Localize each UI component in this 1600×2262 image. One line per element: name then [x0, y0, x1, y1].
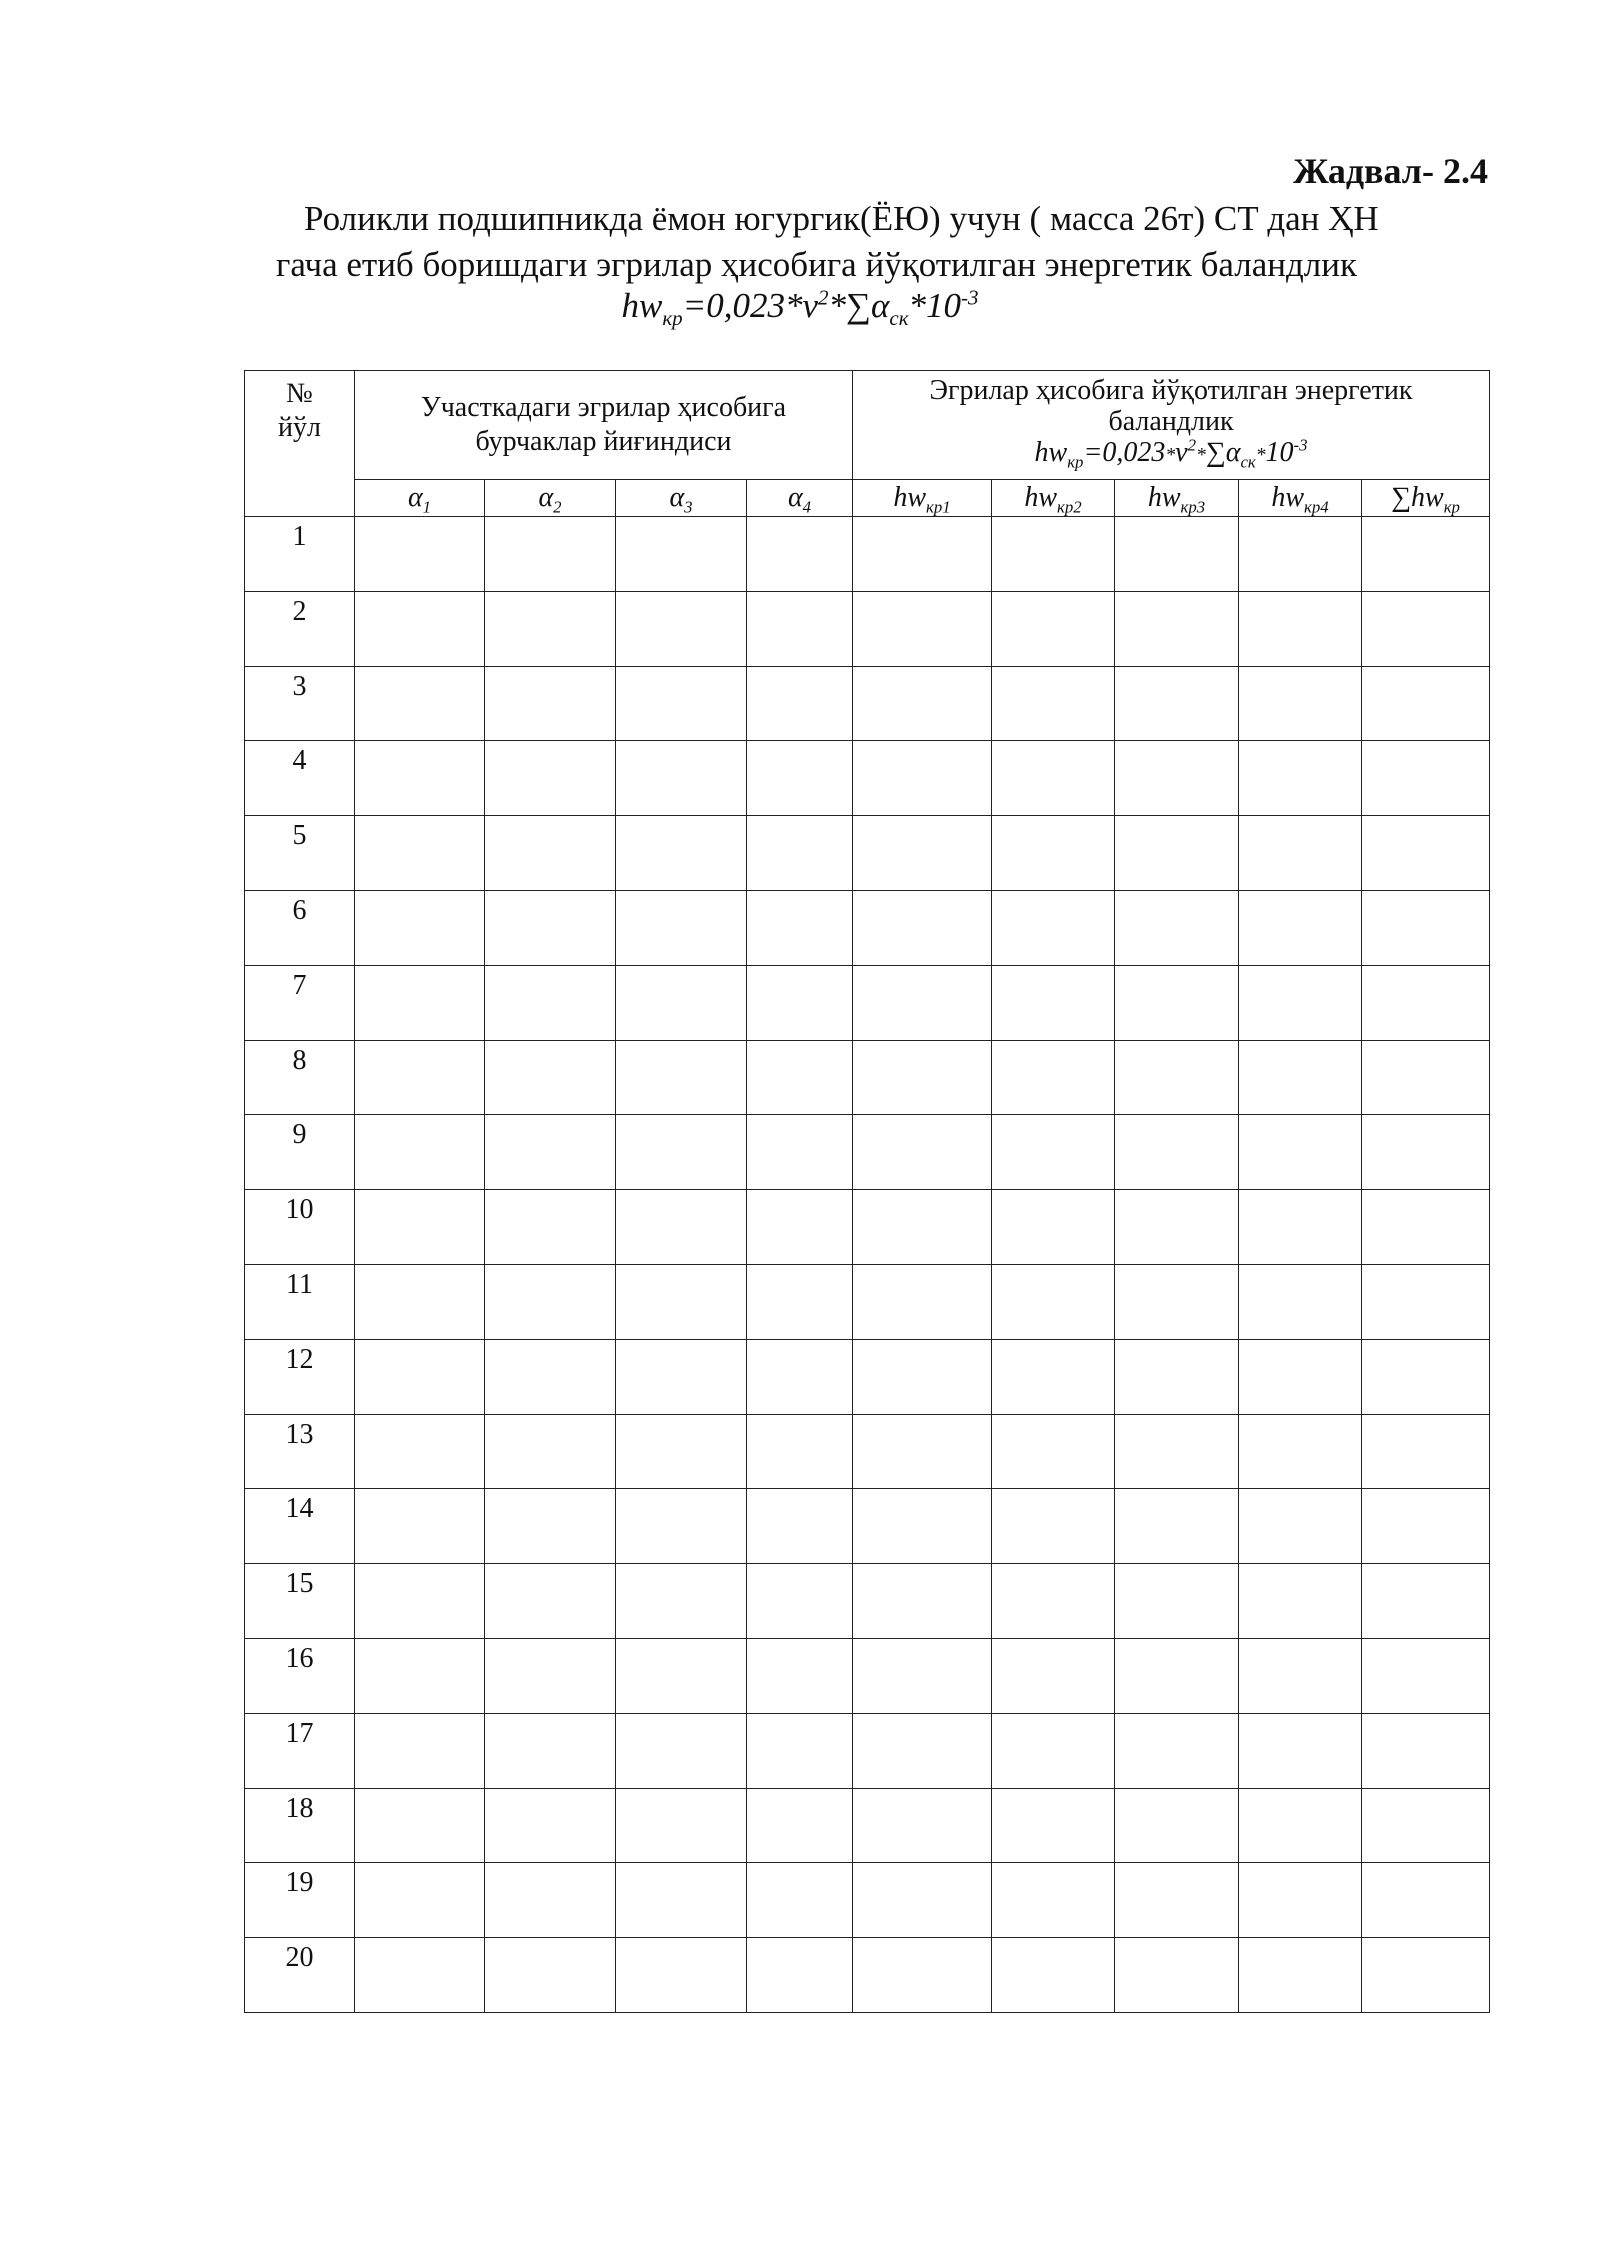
table-cell	[616, 1638, 747, 1713]
table-cell	[1239, 1713, 1362, 1788]
table-cell	[853, 517, 992, 592]
hf-sq: 2	[1187, 435, 1196, 455]
col-header-hw-symbol: hw	[1147, 482, 1181, 513]
table-cell	[853, 1638, 992, 1713]
table-row	[245, 1489, 1490, 1564]
table-cell	[747, 1115, 853, 1190]
table-cell	[355, 1788, 485, 1863]
table-cell	[1239, 1638, 1362, 1713]
hf-sum: ∑α	[1205, 437, 1241, 468]
table-cell	[355, 1040, 485, 1115]
row-number: 9	[245, 1115, 355, 1190]
col-header-alpha-3	[616, 480, 747, 517]
header-no-label: йўл	[278, 412, 321, 443]
table-cell	[1362, 1190, 1490, 1265]
table-cell	[1115, 666, 1239, 741]
table-cell	[1115, 965, 1239, 1040]
table-cell	[992, 517, 1115, 592]
table-cell	[616, 1040, 747, 1115]
table-cell	[1362, 517, 1490, 592]
formula-hw-sub: кр	[662, 306, 683, 330]
row-number: 1	[245, 517, 355, 592]
col-header-alpha-subscript: 2	[553, 497, 562, 517]
table-row	[245, 1339, 1490, 1414]
table-cell	[747, 816, 853, 891]
table-cell	[1239, 666, 1362, 741]
table-cell	[747, 1788, 853, 1863]
table-cell	[992, 1938, 1115, 2013]
table-row	[245, 1264, 1490, 1339]
table-row	[245, 1564, 1490, 1639]
table-cell	[1239, 1264, 1362, 1339]
row-number: 3	[245, 666, 355, 741]
col-header-alpha-subscript: 4	[802, 497, 812, 517]
header-row-1	[245, 371, 1490, 480]
col-header-hw-subscript: кр3	[1180, 497, 1206, 517]
table-cell	[355, 1339, 485, 1414]
table-cell	[355, 816, 485, 891]
header-angles-text: Участкадаги эгрилар ҳисобига бурчаклар йиғиндиси	[420, 392, 787, 457]
table-cell	[485, 517, 616, 592]
table-cell	[853, 816, 992, 891]
table-cell	[616, 1264, 747, 1339]
table-cell	[853, 1938, 992, 2013]
table-cell	[616, 1414, 747, 1489]
table-cell	[1239, 1339, 1362, 1414]
table-row	[245, 517, 1490, 592]
table-cell	[616, 1115, 747, 1190]
table-cell	[1362, 1938, 1490, 2013]
table-cell	[853, 1115, 992, 1190]
table-cell	[1239, 965, 1362, 1040]
header-angles-group	[355, 371, 853, 480]
formula-exp: -3	[961, 285, 979, 310]
table-cell	[853, 591, 992, 666]
table-cell	[485, 816, 616, 891]
table-row	[245, 1788, 1490, 1863]
table-cell	[1115, 1040, 1239, 1115]
row-number: 12	[245, 1339, 355, 1414]
table-cell	[853, 1040, 992, 1115]
hf-hw: hw	[1034, 437, 1068, 468]
table-cell	[485, 890, 616, 965]
table-cell	[1362, 890, 1490, 965]
table-cell	[853, 1264, 992, 1339]
table-cell	[485, 741, 616, 816]
col-header-alpha-subscript: 1	[422, 497, 432, 517]
header-row-number	[245, 371, 355, 517]
table-cell	[747, 1414, 853, 1489]
table-cell	[1115, 517, 1239, 592]
col-header-hw-subscript: кр4	[1304, 497, 1329, 517]
formula-tail: *10	[908, 286, 962, 325]
table-cell	[485, 965, 616, 1040]
table-cell	[616, 591, 747, 666]
col-header-hw-subscript: кр2	[1057, 497, 1082, 517]
hf-star1: *	[1165, 445, 1176, 466]
col-header-hw-2	[992, 480, 1115, 517]
table-cell	[747, 1264, 853, 1339]
col-header-alpha-1	[355, 480, 485, 517]
table-cell	[992, 965, 1115, 1040]
table-cell	[1239, 1938, 1362, 2013]
table-cell	[485, 1414, 616, 1489]
table-cell	[747, 1489, 853, 1564]
table-cell	[853, 1788, 992, 1863]
hf-exp: -3	[1293, 435, 1308, 455]
table-cell	[1115, 741, 1239, 816]
table-cell	[485, 1040, 616, 1115]
table-row	[245, 965, 1490, 1040]
table-cell	[1115, 1115, 1239, 1190]
table-cell	[992, 1638, 1115, 1713]
table-cell	[1115, 816, 1239, 891]
table-cell	[747, 741, 853, 816]
table-cell	[992, 890, 1115, 965]
hf-sum-sub: ск	[1240, 452, 1256, 472]
table-cell	[992, 1863, 1115, 1938]
table-cell	[992, 1190, 1115, 1265]
table-cell	[485, 1564, 616, 1639]
table-cell	[485, 1788, 616, 1863]
row-number: 4	[245, 741, 355, 816]
table-cell	[1362, 1788, 1490, 1863]
table-cell	[992, 1414, 1115, 1489]
col-header-hw-symbol: hw	[893, 482, 927, 513]
formula-eq: =0,023*v	[682, 286, 819, 325]
table-cell	[1239, 517, 1362, 592]
hf-v: v	[1175, 437, 1188, 468]
table-cell	[853, 1190, 992, 1265]
table-cell	[992, 1713, 1115, 1788]
table-cell	[1239, 1414, 1362, 1489]
table-cell	[355, 965, 485, 1040]
col-header-hw-1	[853, 480, 992, 517]
row-number: 6	[245, 890, 355, 965]
table-cell	[616, 1489, 747, 1564]
table-row	[245, 816, 1490, 891]
table-cell	[853, 741, 992, 816]
title-line-1: Роликли подшипникда ёмон югургик(ЁЮ) учун ( масса 26т) СТ дан ҲН	[304, 199, 1379, 238]
table-row	[245, 1040, 1490, 1115]
hf-eq: =0,023	[1083, 437, 1166, 468]
table-cell	[616, 1190, 747, 1265]
table-cell	[616, 1339, 747, 1414]
table-cell	[485, 1339, 616, 1414]
col-header-hw-subscript: кр1	[926, 497, 951, 517]
table-cell	[1115, 1863, 1239, 1938]
table-row	[245, 1863, 1490, 1938]
table-cell	[355, 1115, 485, 1190]
table-cell	[992, 1564, 1115, 1639]
table-cell	[355, 666, 485, 741]
table-cell	[1362, 666, 1490, 741]
formula-sum-sub: ск	[889, 306, 909, 330]
table-cell	[853, 1414, 992, 1489]
table-row	[245, 591, 1490, 666]
table-cell	[853, 890, 992, 965]
data-table	[244, 370, 1490, 2013]
col-header-hw-5	[1362, 480, 1490, 517]
table-cell	[1239, 890, 1362, 965]
hf-star2: *	[1195, 445, 1206, 466]
table-cell	[992, 1788, 1115, 1863]
col-header-alpha-symbol: α	[787, 482, 803, 513]
table-cell	[747, 666, 853, 741]
row-number: 16	[245, 1638, 355, 1713]
col-header-hw-symbol: hw	[1024, 482, 1058, 513]
row-number: 19	[245, 1863, 355, 1938]
table-cell	[1362, 816, 1490, 891]
table-cell	[355, 1638, 485, 1713]
table-cell	[616, 1713, 747, 1788]
table-cell	[1239, 1190, 1362, 1265]
table-cell	[1362, 1115, 1490, 1190]
table-cell	[355, 1264, 485, 1339]
table-cell	[1115, 1638, 1239, 1713]
table-cell	[1239, 1788, 1362, 1863]
row-number: 2	[245, 591, 355, 666]
table-cell	[992, 741, 1115, 816]
hf-hw-sub: кр	[1067, 452, 1084, 472]
table-cell	[1362, 741, 1490, 816]
table-cell	[485, 1489, 616, 1564]
col-header-hw-symbol: hw	[1271, 482, 1305, 513]
table-cell	[853, 965, 992, 1040]
row-number: 18	[245, 1788, 355, 1863]
row-number: 10	[245, 1190, 355, 1265]
table-cell	[1115, 1564, 1239, 1639]
table-cell	[853, 1489, 992, 1564]
table-cell	[355, 741, 485, 816]
table-cell	[992, 1489, 1115, 1564]
table-cell	[747, 1040, 853, 1115]
formula-hw: hw	[621, 286, 663, 325]
table-row	[245, 666, 1490, 741]
table-cell	[992, 1339, 1115, 1414]
table-label: Жадвал- 2.4	[1293, 151, 1488, 191]
row-number: 11	[245, 1264, 355, 1339]
table-cell	[853, 1564, 992, 1639]
table-row	[245, 1713, 1490, 1788]
table-cell	[992, 816, 1115, 891]
table-cell	[485, 1264, 616, 1339]
table-cell	[355, 591, 485, 666]
col-header-hw-3	[1115, 480, 1239, 517]
table-cell	[616, 965, 747, 1040]
table-cell	[747, 1564, 853, 1639]
table-cell	[1115, 1339, 1239, 1414]
table-row	[245, 1638, 1490, 1713]
table-cell	[992, 591, 1115, 666]
table-row	[245, 1115, 1490, 1190]
header-row-2	[245, 480, 1490, 517]
table-cell	[355, 1863, 485, 1938]
table-cell	[1362, 1040, 1490, 1115]
table-cell	[853, 666, 992, 741]
table-cell	[747, 890, 853, 965]
title-line-2: гача етиб боришдаги эгрилар ҳисобига йўқотилган энергетик баландлик	[276, 245, 1357, 284]
table-cell	[1362, 1564, 1490, 1639]
col-header-alpha-symbol: α	[407, 482, 423, 513]
row-number: 5	[245, 816, 355, 891]
table-cell	[355, 1190, 485, 1265]
table-cell	[1239, 816, 1362, 891]
table-cell	[1239, 591, 1362, 666]
table-cell	[1115, 1190, 1239, 1265]
table-cell	[1115, 1713, 1239, 1788]
header-no-symbol: №	[286, 378, 313, 409]
row-number: 20	[245, 1938, 355, 2013]
header-energy-text: Эгрилар ҳисобига йўқотилган энергетик баландлик	[929, 375, 1413, 437]
table-cell	[485, 1190, 616, 1265]
table-cell	[616, 816, 747, 891]
header-energy-formula	[853, 437, 1489, 471]
table-cell	[1362, 1638, 1490, 1713]
table-cell	[616, 517, 747, 592]
hf-star3: *	[1255, 445, 1266, 466]
table-cell	[1115, 890, 1239, 965]
table-cell	[616, 1938, 747, 2013]
table-cell	[485, 591, 616, 666]
table-cell	[485, 666, 616, 741]
formula-sum: *∑α	[828, 286, 890, 325]
table-cell	[1362, 1339, 1490, 1414]
col-header-alpha-symbol: α	[538, 482, 554, 513]
row-number: 17	[245, 1713, 355, 1788]
table-cell	[1362, 1414, 1490, 1489]
table-row	[245, 1414, 1490, 1489]
table-cell	[1115, 1938, 1239, 2013]
formula-sq: 2	[818, 285, 829, 310]
table-cell	[355, 1489, 485, 1564]
table-cell	[1239, 1115, 1362, 1190]
table-cell	[616, 1564, 747, 1639]
table-cell	[355, 1414, 485, 1489]
table-cell	[747, 1863, 853, 1938]
table-cell	[1239, 1489, 1362, 1564]
table-cell	[992, 666, 1115, 741]
table-cell	[616, 741, 747, 816]
header-energy-group	[853, 371, 1490, 480]
table-cell	[747, 1638, 853, 1713]
table-cell	[1115, 1788, 1239, 1863]
table-cell	[747, 1938, 853, 2013]
col-header-hw-subscript: кр	[1443, 497, 1460, 517]
table-row	[245, 1190, 1490, 1265]
table-cell	[355, 1564, 485, 1639]
table-cell	[485, 1863, 616, 1938]
table-cell	[1239, 1863, 1362, 1938]
table-cell	[747, 1713, 853, 1788]
table-cell	[992, 1040, 1115, 1115]
row-number: 8	[245, 1040, 355, 1115]
table-cell	[485, 1713, 616, 1788]
table-cell	[747, 1190, 853, 1265]
table-cell	[1239, 1564, 1362, 1639]
table-cell	[853, 1863, 992, 1938]
table-cell	[1362, 1713, 1490, 1788]
table-row	[245, 1938, 1490, 2013]
table-cell	[485, 1938, 616, 2013]
table-cell	[616, 890, 747, 965]
table-cell	[992, 1115, 1115, 1190]
table-cell	[1362, 965, 1490, 1040]
col-header-hw-4	[1239, 480, 1362, 517]
table-cell	[853, 1713, 992, 1788]
col-header-alpha-subscript: 3	[684, 497, 693, 517]
table-row	[245, 741, 1490, 816]
table-cell	[1115, 1414, 1239, 1489]
table-cell	[1115, 591, 1239, 666]
main-formula	[0, 285, 1600, 330]
col-header-hw-symbol: ∑hw	[1391, 482, 1444, 513]
table-cell	[1239, 741, 1362, 816]
row-number: 14	[245, 1489, 355, 1564]
row-number: 15	[245, 1564, 355, 1639]
table-cell	[747, 591, 853, 666]
table-row	[245, 890, 1490, 965]
table-cell	[1362, 1863, 1490, 1938]
table-cell	[853, 1339, 992, 1414]
table-cell	[616, 1863, 747, 1938]
table-cell	[1362, 1489, 1490, 1564]
table-cell	[616, 666, 747, 741]
table-cell	[355, 890, 485, 965]
table-cell	[1115, 1489, 1239, 1564]
table-cell	[992, 1264, 1115, 1339]
table-cell	[355, 1713, 485, 1788]
table-cell	[1362, 1264, 1490, 1339]
page-title	[240, 196, 1480, 288]
col-header-alpha-symbol: α	[669, 482, 685, 513]
hf-ten: 10	[1265, 437, 1294, 468]
table-cell	[1115, 1264, 1239, 1339]
col-header-alpha-4	[747, 480, 853, 517]
table-cell	[485, 1638, 616, 1713]
row-number: 7	[245, 965, 355, 1040]
col-header-alpha-2	[485, 480, 616, 517]
table-cell	[747, 517, 853, 592]
table-cell	[485, 1115, 616, 1190]
row-number: 13	[245, 1414, 355, 1489]
table-cell	[616, 1788, 747, 1863]
table-cell	[747, 965, 853, 1040]
table-cell	[1239, 1040, 1362, 1115]
table-cell	[1362, 591, 1490, 666]
table-cell	[355, 1938, 485, 2013]
table-cell	[747, 1339, 853, 1414]
table-cell	[355, 517, 485, 592]
